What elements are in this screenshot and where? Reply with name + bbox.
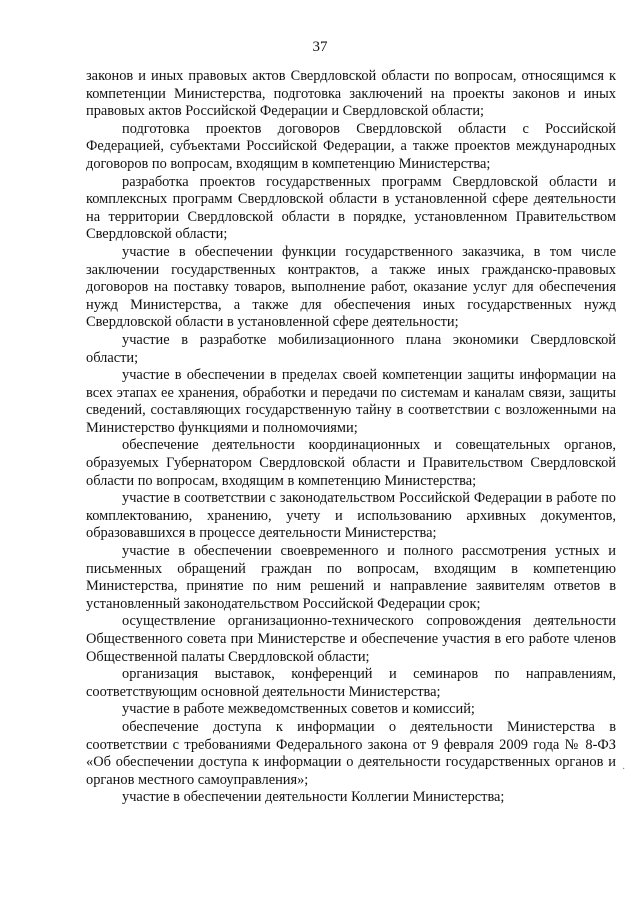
paragraph-draft-agreements: подготовка проектов договоров Свердловской области с Российской Федерацией, субъектами Российской Федерации, а также проектов международных договоров по вопросам, входящим в компетенцию Министерства; (86, 120, 616, 172)
margin-mark: · (622, 764, 626, 775)
paragraph-exhibitions: организация выставок, конференций и семинаров по направлениям, соответствующим основной деятельности Министерства; (86, 666, 616, 700)
page-number: 37 (312, 39, 328, 55)
paragraph-continued: законов и иных правовых актов Свердловской области по вопросам, относящимся к компетенции Министерства, подготовка заключений на проекты законов и иных правовых актов Российской Федерации и Свердловской области; (86, 68, 616, 120)
document-body (86, 68, 616, 807)
paragraph-state-customer: участие в обеспечении функции государственного заказчика, в том числе заключении государственных контрактов, а также иных гражданско-правовых договоров на поставку товаров, выполнение работ, оказание услуг для обеспечения нужд Министерства, а также для обеспечения иных государственных нужд Свердловской области в установленной сфере деятельности; (86, 243, 616, 331)
paragraph-information-access: обеспечение доступа к информации о деятельности Министерства в соответствии с требованиями Федерального закона от 9 февраля 2009 года № 8-ФЗ «Об обеспечении доступа к информации о деятельности государственных органов и органов местного самоуправления»; (86, 718, 616, 788)
paragraph-mobilization-plan: участие в разработке мобилизационного плана экономики Свердловской области; (86, 331, 616, 366)
paragraph-archives: участие в соответствии с законодательством Российской Федерации в работе по комплектованию, хранению, учету и использованию архивных документов, образовавшихся в процессе деятельности Министерства; (86, 490, 616, 542)
paragraph-interdepartmental: участие в работе межведомственных советов и комиссий; (122, 701, 475, 718)
paragraph-state-programs: разработка проектов государственных программ Свердловской области и комплексных программ Свердловской области в установленной сфере деятельности на территории Свердловской области в порядке, установленном Правительством Свердловской области; (86, 173, 616, 243)
paragraph-public-council: осуществление организационно-технического сопровождения деятельности Общественного совета при Министерстве и обеспечение участия в его работе членов Общественной палаты Свердловской области; (86, 613, 616, 665)
paragraph-coordination-bodies: обеспечение деятельности координационных и совещательных органов, образуемых Губернатором Свердловской области и Правительством Свердловской области по вопросам, входящим в компетенцию Министерства; (86, 437, 616, 489)
paragraph-citizen-appeals: участие в обеспечении своевременного и полного рассмотрения устных и письменных обращений граждан по вопросам, входящим в компетенцию Министерства, принятие по ним решений и направление заявителям ответов в установленный законодательством Российской Федерации срок; (86, 543, 616, 612)
paragraph-information-protection: участие в обеспечении в пределах своей компетенции защиты информации на всех этапах ее хранения, обработки и передачи по системам и каналам связи, защиты сведений, составляющих государственную тайну в соответствии с возложенными на Министерство функциями и полномочиями; (86, 367, 616, 436)
paragraph-collegium: участие в обеспечении деятельности Коллегии Министерства; (122, 789, 505, 806)
